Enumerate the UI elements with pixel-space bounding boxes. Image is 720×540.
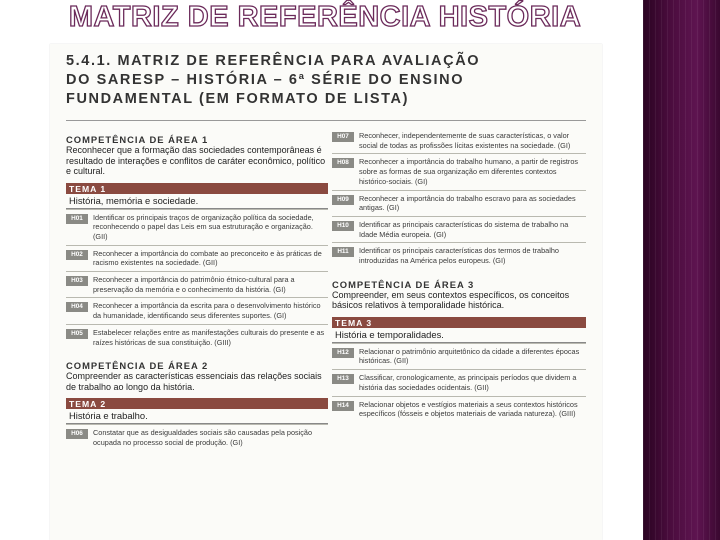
skill-code: H13 — [332, 374, 354, 384]
skill-description: Constatar que as desigualdades sociais são causadas pela posição ocupada no processo social de produção. (GI) — [93, 428, 313, 447]
document-title-line: DO SARESP – HISTÓRIA – 6ª SÉRIE DO ENSINO — [66, 72, 465, 88]
skill-item — [66, 424, 328, 450]
area1-text: Reconhecer que a formação das sociedades contemporâneas é resultado de interações e conflitos de caráter econômico, político e cultural. — [66, 145, 326, 176]
skill-item — [66, 324, 328, 350]
skill-description: Relacionar objetos e vestígios materiais a seus contextos históricos específicos (fósseis e objetos materiais de variada natureza). (GIII) — [359, 399, 578, 419]
tema1-text: História, memória e sociedade. — [66, 194, 328, 209]
area3-text: Compreender, em seus contextos específicos, os conceitos básicos relativos à temporalidade histórica. — [332, 289, 570, 311]
skill-code: H09 — [332, 195, 354, 205]
skill-description: Reconhecer a importância do trabalho humano, a partir de registros sobre as formas de sua organização em diferentes contextos histórico-sociais. (GI) — [359, 157, 579, 186]
tema2-text: História e trabalho. — [66, 409, 328, 424]
skill-item — [66, 245, 328, 271]
skill-item — [332, 369, 586, 395]
skill-description: Relacionar o patrimônio arquitetônico da cidade a diferentes épocas históricas. (GII) — [359, 346, 580, 366]
scanned-document — [50, 44, 602, 540]
skill-item — [332, 153, 586, 189]
area2-text: Compreender as características essenciais das relações sociais de trabalho ao longo da história. — [66, 371, 322, 392]
tema3-label: TEMA 3 — [332, 317, 586, 328]
skill-item — [66, 271, 328, 297]
slide-title: MATRIZ DE REFERÊNCIA HISTÓRIA — [68, 1, 582, 33]
skill-item — [332, 343, 586, 369]
document-title-line: 5.4.1. MATRIZ DE REFERÊNCIA PARA AVALIAÇÃO — [66, 53, 481, 69]
skill-description: Identificar os principais características dos termos de trabalho introduzidas na América pelos europeus. (GI) — [359, 246, 559, 266]
skill-code: H05 — [66, 329, 88, 339]
skill-description: Estabelecer relações entre as manifestações culturais do presente e as raízes históricas de sua constituição. (GIII) — [93, 327, 325, 347]
decorative-side-band — [643, 0, 720, 540]
skill-code: H02 — [66, 250, 88, 260]
tema2-label: TEMA 2 — [66, 398, 328, 409]
document-title-line: FUNDAMENTAL (EM FORMATO DE LISTA) — [66, 91, 410, 107]
skill-item — [332, 128, 586, 153]
skill-code: H01 — [66, 214, 88, 224]
skill-item — [66, 297, 328, 323]
skill-description: Reconhecer a importância do combate ao preconceito e às práticas de racismo existentes na sociedade. (GII) — [93, 248, 322, 268]
skill-code: H06 — [66, 429, 88, 439]
skill-description: Reconhecer a importância do trabalho escravo para as sociedades antigas. (GI) — [359, 193, 576, 213]
skill-item — [332, 216, 586, 242]
skill-code: H08 — [332, 158, 354, 168]
left-column — [66, 128, 328, 451]
skill-code: H14 — [332, 401, 354, 411]
skill-code: H11 — [332, 247, 354, 257]
tema1-label: TEMA 1 — [66, 183, 328, 194]
area1-heading: COMPETÊNCIA DE ÁREA 1 — [66, 134, 209, 145]
skill-item — [332, 190, 586, 216]
skill-code: H12 — [332, 348, 354, 358]
document-title — [66, 52, 586, 109]
title-divider — [66, 120, 586, 121]
skill-code: H07 — [332, 132, 354, 142]
skill-description: Identificar os principais traços de organização política da sociedade, reconhecendo o papel das Leis em sua estruturação e organização. (GII) — [93, 212, 314, 241]
skill-code: H04 — [66, 302, 88, 312]
skill-description: Reconhecer a importância do patrimônio étnico-cultural para a preservação da memória e o conhecimento da história. (GI) — [93, 275, 295, 294]
skill-code: H03 — [66, 276, 88, 286]
skill-item — [66, 209, 328, 245]
tema3-text: História e temporalidades. — [332, 328, 586, 343]
skill-item — [332, 242, 586, 268]
skill-code: H10 — [332, 221, 354, 231]
skill-description: Reconhecer, independentemente de suas características, o valor social de todas as profissões lícitas existentes na sociedade. (GI) — [359, 131, 571, 150]
skill-item — [332, 396, 586, 422]
area3-heading: COMPETÊNCIA DE ÁREA 3 — [332, 278, 475, 290]
skill-description: Identificar as principais características do sistema de trabalho na Idade Média europeia. (GI) — [359, 219, 569, 239]
skill-description: Classificar, cronologicamente, as principais períodos que dividem a história das sociedades ocidentais. (GII) — [359, 373, 577, 392]
skill-description: Reconhecer a importância da escrita para o desenvolvimento histórico da humanidade, identificando seus diferentes suportes. (GI) — [93, 301, 321, 321]
right-column — [332, 128, 586, 422]
area2-heading: COMPETÊNCIA DE ÁREA 2 — [66, 360, 209, 372]
